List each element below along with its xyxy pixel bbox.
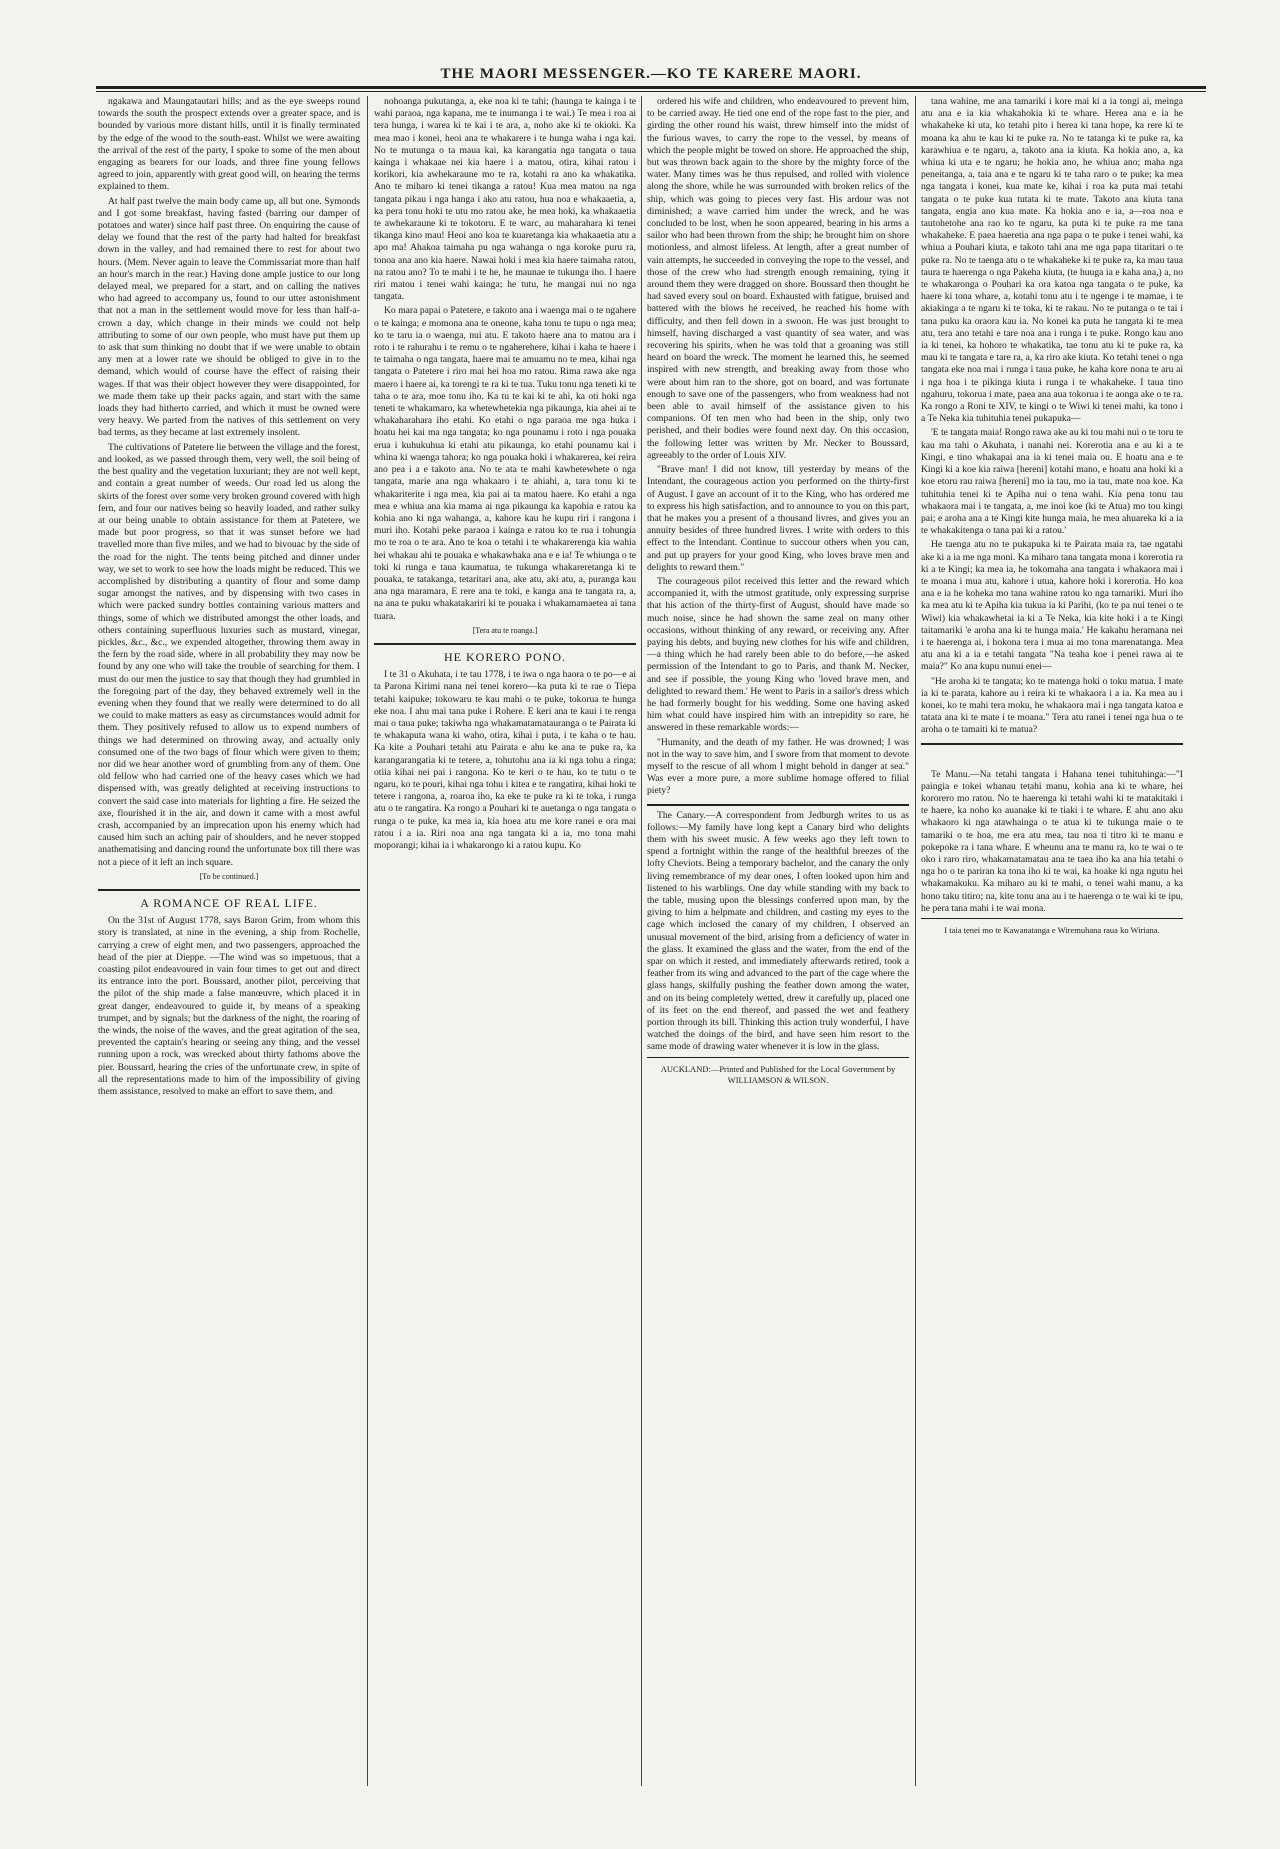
article-paragraph: He taenga atu no te pukapuka ki te Pairata maia ra, tae ngatahi ake ki a ia me nga moni. Ka miharo tana tangata mona i korerotia ra ki a te Kingi; ka mea ia, he tokomaha ana tangata i whakaora mai i te moana i mua atu, kahore i utua, kahore hoki i korerotia. Ho koa ana e ia he koheka mo tana wahine ratou ko nga tamariki. Muri iho ka mea atu ki te Apiha kia tukua ia ki Parihi, (ko te pa nui tenei o te Wiwi) kia whakawhetai ia ki a Te Neka, kia kite hoki i a te Kingi taitamariki 'e aroha ana ki te hunga maia.' He kakahu heramana nei i te haerenga ai, i hokona tera i mua ai mo tona marenatanga. Mea atu ana ki a ia e tetahi tangata "Na teaha koe i penei rawa ai te maia?" Ko ana kupu nunui enei—	[921, 539, 1183, 673]
article-paragraph: Ko mara papai o Patetere, e takoto ana i waenga mai o te ngahere o te kainga; e momona ana te oneone, kaha tonu te tupu o nga mea; ko te taru ia o waenga, nui atu. E takoto haere ana to matou ara i roto i te rahurahu i te remu o te ngaherehere, kihai i kaha te haere i te taimaha o nga tangata, haere mai te amuamu no te mea, kihai nga tangata o Patetere i riro mai hei hoa mo ratou. Rima rawa ake nga maero i haere ai, ka torengi te ra ki te tua. Tuku tonu nga teneti ki te taha o te ara, moe tonu iho. Ka tu te kai ki te ahi, ka oti hoki nga teneti te whakamaro, ka whetewhetekia nga pikaunga, kia ahei ai te whakaharahara iho etahi. Ko etahi o nga paraoa me nga huka i hoatu hei kai ma nga tangata; ko nga pounamu i roto i nga pouaka erua i kuhukuhua ki etahi atu pikaunga, ko etahi pounamu kai i whina ki waenga tahora; ko nga pouaka hoki i whakarerea, kei reira ano pea i a e takoto ana. No te ata te mahi kawhetewhete o nga tangata, marie ana nga whakaaro i te ahiahi, a, tara tonu ki te whakariterite i nga mea, kia pai ai ta matou haere. Ko etahi a nga mea e whiua ana kia mama ai nga pikaunga ka kapohia e ratou ka kohia ano ki nga wahanga, a, kahore kau he kupu riri i rangona i muri iho. Kotahi peke paraoa i kainga e ratou ko te rua i tohungia mo te roa o te ara. Ano te koa o tetahi i te whakarerenga kia wahia hei whakau ahi te pouaka e whakawhaka ana e e ia! Te whiunga o te toki ki runga e taua kaumatua, te tukunga whakareretanga ki te pouaka, te tatakanga, tetaritari ana, ake atu, aki atu, a, puranga kau ana nga maramara, E rere ana te toki, e kanga ana te tangata ra, a, na ana te puku whakatakariri ki te pouaka i whakamamaetea ai tana tuara.	[374, 305, 636, 622]
section-rule	[647, 804, 909, 806]
column-1	[98, 96, 360, 1786]
spacer	[921, 749, 1183, 769]
continued-note: [To be continued.]	[199, 871, 259, 881]
article-paragraph: On the 31st of August 1778, says Baron Grim, from whom this story is translated, at nine in the evening, a ship from Rochelle, carrying a crew of eight men, and two passengers, approached the head of the pier at Dieppe. —The wind was so impetuous, that a coasting pilot endeavoured in vain four times to get out and direct its entrance into the port. Boussard, another pilot, perceiving that the pilot of the ship made a false manœuvre, which placed it in great danger, endeavoured to guide it, by means of a speaking trumpet, and by signals; but the darkness of the night, the roaring of the winds, the noise of the waves, and the great agitation of the sea, prevented the captain's hearing or seeing any thing, and the vessel running upon a rock, was wrecked about thirty fathoms above the pier. Boussard, hearing the cries of the unfortunate crew, in spite of all the representations made to him of the impossibility of giving them assistance, resolved to make an effort to save them, and	[98, 915, 360, 1098]
column-3	[647, 96, 909, 1786]
imprint: I taia tenei mo te Kawanatanga e Wiremuhana raua ko Wiriana.	[944, 925, 1160, 935]
column-4	[921, 96, 1183, 1786]
article-paragraph: The courageous pilot received this letter and the reward which accompanied it, with the utmost gratitude, only expressing surprise that his action of the thirty-first of August, should have made so much noise, since he had shown the same zeal on many other occasions, without thinking of any reward, or receiving any. After paying his debts, and buying new clothes for his wife and children,—a thing which he had rarely been able to do before,—he asked permission of the Intendant to go to Paris, and thank M. Necker, and see if possible, the young King who 'loved brave men, and delighted to reward them.' He went to Paris in a sailor's dress which he had formerly bought for his wedding. Some one having asked him what could have inspired him with an intrepidity so rare, he answered in these remarkable words:—	[647, 575, 909, 734]
masthead-rule	[96, 86, 1206, 89]
article-paragraph: ngakawa and Maungatautari hills; and as the eye sweeps round towards the south the prospect extends over a greater space, and is bounded by various more distant hills, until it is finally terminated by the edge of the wood to the south-east. Whilst we were awaiting the arrival of the rest of the party, I spoke to some of the men about engaging as bearers for our loads, and three fine young fellows agreed to join, apparently with great good will, on hearing the terms explained to them.	[98, 96, 360, 193]
section-rule	[98, 889, 360, 891]
article-paragraph: The cultivations of Patetere lie between the village and the forest, and looked, as we passed through them, very well, the soil being of the best quality and the vegetation luxuriant; they are not well kept, and contain a great number of weeds. Our road led us along the skirts of the forest over some very broken ground covered with high fern, and four our natives being so heavily loaded, and rather sulky at our being unable to obtain assistance for them at Patetere, we made but poor progress, so that it was sunset before we had travelled more than five miles, and we had to bivouac by the side of the road for the night. The tents being pitched and dinner under way, we set to work to see how the loads might be reduced. This we accomplished by distributing a quantity of flour and some damp sugar amongst the natives, and by dispensing with two cases in which were packed sundry bottles containing various matters and things, some of which we distributed amongst the other loads, and others containing superfluous luxuries such as mustard, vinegar, pickles, &c., &c., we expended altogether, throwing them away in the fern by the road side, where in all probability they may now be found by any one who will take the trouble of searching for them. I must do our men the justice to say that though they had grumbled in the foregoing part of the day, they behaved extremely well in the evening when they found that we really were determined to do all we could to make matters as easy as circumstances would admit for them. They positively refused to allow us to expend numbers of things we had determined on throwing away, and actually only consumed one of the two bags of flour which were given to them; nor did we hear another word of grumbling from any of them. One old fellow who had carried one of the heavy cases which we had dispensed with, was greatly delighted at receiving instructions to convert the said case into materials for lighting a fire. He seized the axe, flourished it in the air, and down it came with a most awful crash, accompanied by an imprecation upon his enemy which had caused him such an aching pair of shoulders, and he never stopped anathematising and dancing round the unfortunate box till there was not a piece of it left an inch square.	[98, 441, 360, 868]
article-heading: HE KORERO PONO.	[443, 649, 566, 664]
masthead: THE MAORI MESSENGER.—KO TE KARERE MAORI.	[440, 66, 862, 82]
article-paragraph: "Humanity, and the death of my father. He was drowned; I was not in the way to save him, and I swore from that moment to devote myself to the rescue of all whom I might behold in danger at sea." Was ever a more pure, a more sublime homage offered to filial piety?	[647, 736, 909, 797]
article-paragraph: "He aroha ki te tangata; ko te matenga hoki o toku matua. I mate ia ki te parata, kahore au i reira ki te whakaora i a ia. Ka mea au i konei, ko te mahi tera moku, he whakaora mai i nga tangata katoa e tatata ana ki te mate i te moana." Tera atu ranei i tenei nga hua o te aroha o te tamaiti ki te matua?	[921, 675, 1183, 736]
column-2	[374, 96, 636, 1786]
article-paragraph: tana wahine, me ana tamariki i kore mai ki a ia tongi ai, meinga atu ana e ia kia whakahokia ki te whare. Herea ana e ia he whakaheke ki uta, ko tetahi pito i herea ki tana hope, ka rere ki te moana ka ahu te kau ki te puke ra. No te tatanga ki te puke ra, ka karawhiua e te ngaru, a, takoto ana ia kiuta. Ka hokia ano, a, ka whiua ki uta e te ngaru; he hokia ano, he whiua ano; maha nga peneitanga, a, taia ana e te ngaru ki te taha raro o te puke; ka mea nga tangata i konei, kua mate ke, kihai i roa ka puta mai tetahi tangata o te puke kua tutata ki te mate. Takoto ana kiuta tana tangata, engia ano kua mate. Ka hokia ano e ia, a—roa noa e tautohetohe ana rao ko te ngaru, ka puta ki te puke ra me tana whakaheke. E paea haeretia ana nga papa o te puke i tenei wahi, ka whiua a Pouhari kiuta, e takoto tahi ana me nga papa titaritari o te puke ra. No te taenga atu o te whakaheke ki te puke ra, ka mau taua taura te haerenga o nga Pakeha kiuta, (te huuga ia e kaha ana,) a, no te whakaronga o Pouhari ka ora katoa nga tangata o te puke, ka haere ki tona whare, a, kotahi tonu atu i te ngenge i te mamae, i te akiakinga a te ngaru ki te toka, ki te rakau. No te putanga o te tai i tana puku ka oraora kau ia. No konei ka puta he tangata ki te mea atu, tera ano tetahi e tare noa ana i runga i te puke. Rongo kau ano ia ki tenei, ka hohoro te whakatika, tae tonu atu ki te puke ra, ka mau ki te tangata e tare ra, a, ka riro ake kiuta. Ko tetahi tenei o nga tangata eke noa mai i runga i taua puke, he kaha kore nona te aru ai i nga hoa i te pikinga kiuta i runga i te whakaheke. I taua tino ngahuru, tokorua i mate, paea ana aua tokorua i te aonga ake o te ra. Ka rongo a Roni te XIV, te kingi o te Wiwi ki tenei mahi, ka tono i a Te Neka kia tuhituhia tenei pukapuka—	[921, 96, 1183, 425]
article-paragraph: ordered his wife and children, who endeavoured to prevent him, to be carried away. He tied one end of the rope fast to the pier, and girding the other round his waist, threw himself into the midst of the furious waves, to carry the rope to the vessel, by means of which the people might be towed on shore. He approached the ship, but was thrown back again to the shore by the mighty force of the water. Many times was he thus repulsed, and rolled with violence along the shore, while he was surrounded with broken relics of the ship, which was going to pieces very fast. His ardour was not diminished; a wave carried him under the wreck, and he was concluded to be lost, when he soon appeared, bearing in his arms a sailor who had been thrown from the ship; he brought him on shore motionless, and almost lifeless. At length, after a great number of vain attempts, he succeeded in conveying the rope to the vessel, and those of the crew who had strength enough remaining, tying it around them they were dragged on shore. Boussard then thought he had saved every soul on board. Exhausted with fatigue, bruised and battered with the blows he received, he reached his home with difficulty, and then fell down in a swoon. He was just brought to himself, having discharged a vast quantity of sea water, and was recovering his spirits, when he was told that a groaning was still heard on board the wreck. The moment he learned this, he seemed inspired with new strength, and breaking away from those who were about him ran to the shore, got on board, and was fortunate enough to save one of the passengers, who from weakness had not been able to avail himself of the assistance given to his companions. Of ten men who had been in the ship, only two perished, and their bodies were found next day. On this occasion, the following letter was written by Mr. Necker to Boussard, agreeably to the order of Louis XIV.	[647, 96, 909, 461]
column-divider	[367, 96, 368, 1786]
article-paragraph: "Brave man! I did not know, till yesterday by means of the Intendant, the courageous action you performed on the thirty-first of August. I gave an account of it to the King, who has ordered me to express his high satisfaction, and to announce to you on this part, that he makes you a present of a thousand livres, and gives you an annuity besides of three hundred livres. I write with orders to this effect to the Intendant. Continue to succour others when you can, and put up prayers for your good King, who loves brave men and delights to reward them."	[647, 464, 909, 573]
section-rule	[921, 743, 1183, 745]
column-divider	[915, 96, 916, 1786]
article-paragraph: 'E te tangata maia! Rongo rawa ake au ki tou mahi nui o te toru te kau ma tahi o Akuhata, i nanahi nei. Korerotia ana e au ki a te Kingi, e tino whakapai ana ia ki tenei maia ou. E hoatu ana e te Kingi ki a koe kia raiwa [hereni] kotahi mano, e hoatu ana hoki ki a koe etoru rau raiwa [hereni] mo ia tau, mo ia tau, mate noa koe. Ka tuhituhia tenei ki te Apiha nui o tena wahi. Kia pena tonu tau whakaora mai i te tangata, a, me inoi koe (ki te Atua) mo tou kingi pai; e aroha ana a te Kingi kite hunga maia, he mea ahuareka ki a ia te whakakitenga o tana pai ki a ratou.'	[921, 427, 1183, 537]
imprint: AUCKLAND:—Printed and Published for the Local Government by WILLIAMSON & WILSON.	[660, 1063, 896, 1085]
article-paragraph: I te 31 o Akuhata, i te tau 1778, i te iwa o nga haora o te po—e ai ta Parona Kirimi nana nei tenei korero—ka puta ki te rae o Tiepa tetahi kaipuke; tokowaru te kau mahi o te puke, tokorua te hunga eke noa. I ahu mai tana puke i Rohere. E keri ana te kaui i te renga mai o taua puke; takiwha nga whakamatamatauranga o te Pairata ki te whakaputa wana ki waho, otira, kihai i puta, i te kaha o te hau. Ka kite a Pouhari tetahi atu Pairata e ahu ke ana te puke ra, ka karangarangatia ki te tetere, a, tohutohu ana ia ki nga tohu a ringa; otiia kihai nei pai i rangona. Ko te keri o te hau, ko te tutu o te ngaru, ko te pouri, kihai nga tohu i kitea e te rangatira, kihai hoki te tetere i rangona, a, roaroa iho, ka eke te puke ra ki te toka, i runga atu o te rangatira. Ka rongo a Pouhari ki te auetanga o nga tangata o runga o te puke, ka mea ia, kia hoea atu me kore ranei e ora mai ratou i a ia. Riri noa ana nga tangata ki a ia, mo tona mahi moporangi; kihai ia i whakarongo ki a ratou kupu. Ko	[374, 669, 636, 851]
masthead-rule-thin	[96, 91, 1206, 92]
article-paragraph: nohoanga pukutanga, a, eke noa ki te tahi; (haunga te kainga i te wahi paraoa, nga kapana, me te inumanga i te wai.) Te mea i roa ai tera hunga, i warea ki te kai i te ara, a, noho ake ki te okioki. Ka mea mao i konei, heoi ana te whakarere i te hunga waha i nga kai. No te mutunga o ta maua kai, ka karangatia nga tangata o taua kainga i whakaae nei kia haere i a matou, otira, kihai ratou i korikori, kia awhekaraune mo te ra, kotahi ra ano ka whakatika. Ano te miharo ki tenei tikanga a ratou! Kua mea matou na nga tangata pikau i nga hanga i ako atu ratou, hua noa e whakaaetia, a, ka pera tonu hoki te utu mo ratou ake, he mea hoki, ka whakaaetia te awhekaraune ki te tokotoru. E te warc, au maharahara ki tenei tikanga kino mau! Heoi ano koa te kuaretanga kia whakaaetia atu a apo ma! Ahakoa taimaha pu nga wahanga o nga koroke puru ra, tonoa ana ano kia haere. Nawai hoki i mea kia haere taimaha ratou, na ratou ano? To te mahi i te he, he maunae te tukunga iho. I haere riri matou i tenei wahi kainga; he tutu, he mangai nui no nga tangata.	[374, 96, 636, 303]
article-heading: A ROMANCE OF REAL LIFE.	[140, 896, 318, 910]
section-rule	[921, 918, 1183, 919]
article-paragraph: The Canary.—A correspondent from Jedburgh writes to us as follows:—My family have long kept a Canary bird who delights them with his sweet music. A few weeks ago they left town to spend a fortnight within the range of the healthful breezes of the lofty Cheviots. Being a temporary bachelor, and the canary the only living remembrance of my dear ones, I often looked upon him and listened to his warblings. One day while standing with my back to the table, musing upon the blessings conferred upon man, by the giving to him a helpmate and children, and casting my eyes to the cage which inclosed the canary of my children, I observed an unusual movement of the bird, arising from a deficiency of water in the glass. It examined the glass and the water, from the end of the spar on which it rested, and immediately afterwards retired, took a feather from its wing and advanced to the part of the cage where the glass hangs, skilfully pushing the feather down among the water, and on its being completely wetted, drew it carefully up, placed one of its feet on the end thereof, and passed the wet and feathery portion through its bill. Thinking this action truly wonderful, I have watched the doings of the bird, and have seen him resort to the same mode of drawing water whenever it is low in the glass.	[647, 809, 909, 1053]
column-divider	[641, 96, 642, 1786]
article-paragraph: Te Manu.—Na tetahi tangata i Hahana tenei tuhituhinga:—"I paingia e tokei whanau tetahi manu, kohia ana ki te whare, hei kororero mo ratou. No te haerenga ki tetahi wahi ki te matakitaki i te haere, ka noho ko auanake ki te tiaki i te whare. E ahu ano aku whakaoro ki nga atawhainga o te atua ki te tukunga maie o te tamariki o te hoa, me era atu mea, tau noa ti titro ki te manu e pokepoke ra i tana whare. E wheunu ana te manu ra, ko te wai o te oko i raro riro, whakamatamatau ana te taea iho ka ana hia tetahi o nga ho o te pariran ka tona iho ki te wai, ka hoake ki nga ngutu hei whakamakuku. Ka miharo au ki te mahi, o tenei wahi manu, a ka hono taku titiro; na, kite tonu ana au i te haerenga o te wai ki te ipu, he pera tana mahi i te wai mona.	[921, 768, 1183, 914]
article-paragraph: At half past twelve the main body came up, all but one. Symonds and I got some breakfast, having fasted (barring our damper of potatoes and water) since half past three. On enquiring the cause of delay we found that the rest of the party had halted for breakfast down in the valley, and had remained there to rest for about two hours. (Mem. Never again to leave the Commissariat more than half an hour's march in the rear.) Having done ample justice to our long delayed meal, we prepared for a start, and on calling the natives who had agreed to accompany us, found to our utter astonishment that not a man in the settlement would move for less than half-a-crown a day, which change in their minds we could not help attributing to some of our own people, who must have put them up to ask that sum thinking no doubt that if we were unable to obtain any men at a lower rate we should be obliged to give in to the demand, which would of course have the effect of raising their wages. If that was their object however they were disappointed, for we made them take up their packs again, and start with the same loads they had hitherto carried, and which it must be owned were very heavy. We parted from the natives of this settlement on very bad terms, as they became at last extremely insolent.	[98, 195, 360, 439]
continued-note: [Tera atu te roanga.]	[472, 625, 538, 635]
section-rule	[374, 643, 636, 645]
section-rule	[647, 1057, 909, 1058]
